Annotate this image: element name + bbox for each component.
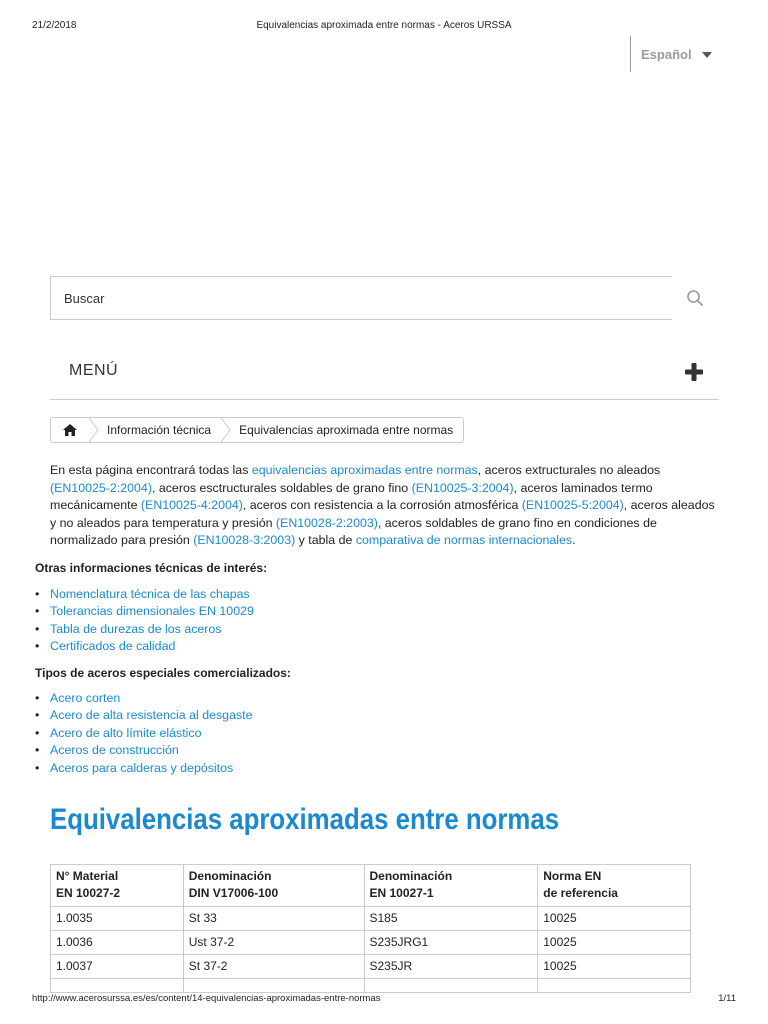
link-nomenclatura[interactable]: Nomenclatura técnica de las chapas (50, 587, 250, 601)
list-item (35, 742, 253, 759)
header-line: de referencia (543, 886, 618, 900)
list-item (35, 760, 253, 777)
table-cell (51, 979, 184, 993)
link-aceros-calderas[interactable]: Aceros para calderas y depósitos (50, 760, 234, 775)
intro-text: , aceros aleados y no aleados para temperatura y presión (50, 498, 715, 530)
column-header (364, 865, 538, 907)
list-item (35, 638, 254, 655)
list-item (35, 707, 253, 724)
table-cell: 10025 (538, 955, 691, 979)
link-acero-corten[interactable]: Acero corten (50, 691, 121, 705)
link-en10025-2[interactable]: (EN10025-2:2004) (50, 480, 152, 495)
intro-text: , aceros extructurales no aleados (477, 463, 661, 477)
table-cell: Ust 37-2 (183, 931, 364, 955)
link-certificados[interactable]: Certificados de calidad (50, 639, 176, 654)
search-input[interactable] (50, 276, 672, 320)
print-page-number: 1/11 (718, 993, 736, 1004)
link-en10025-5[interactable]: (EN10025-5:2004) (521, 498, 624, 512)
page-title: Equivalencias aproximadas entre normas (50, 803, 560, 836)
print-url: http://www.acerosurssa.es/es/content/14-equivalencias-aproximadas-entre-normas (32, 993, 381, 1004)
breadcrumb-item-current: Equivalencias aproximada entre normas (239, 423, 454, 437)
table-cell (364, 979, 538, 993)
link-en10028-2[interactable]: (EN10028-2:2003) (275, 515, 378, 530)
print-date: 21/2/2018 (32, 20, 77, 31)
table-cell (183, 979, 364, 993)
caret-down-icon (702, 52, 712, 58)
table-row-partial (51, 979, 691, 993)
menu-bar[interactable] (50, 352, 719, 400)
table-cell: S235JRG1 (364, 931, 538, 955)
link-acero-desgaste[interactable]: Acero de alta resistencia al desgaste (50, 708, 253, 723)
header-line: Denominación (188, 869, 272, 883)
intro-text: , aceros esctructurales soldables de grano fino (151, 480, 412, 495)
plus-icon[interactable] (684, 362, 704, 382)
table-row (51, 907, 691, 931)
equivalences-table (50, 864, 691, 993)
intro-paragraph (50, 462, 720, 550)
link-en10025-3[interactable]: (EN10025-3:2004) (411, 480, 514, 495)
link-equivalencias[interactable]: equivalencias aproximadas entre normas (251, 463, 478, 477)
table-cell: S235JR (364, 955, 538, 979)
breadcrumb-separator-icon (221, 418, 231, 442)
breadcrumb (50, 417, 464, 443)
intro-text: , aceros laminados termo mecánicamente (50, 480, 653, 512)
other-info-list (35, 586, 254, 656)
link-en10025-4[interactable]: (EN10025-4:2004) (140, 498, 243, 512)
header-line: Denominación (369, 869, 453, 883)
table-row (51, 931, 691, 955)
search-icon[interactable] (686, 289, 704, 307)
intro-text: , aceros con resistencia a la corrosión atmosférica (242, 498, 522, 512)
intro-text: En esta página encontrará todas las (50, 463, 252, 477)
column-header (183, 865, 364, 907)
steel-types-heading: Tipos de aceros especiales comercializados: (35, 666, 291, 680)
link-en10028-3[interactable]: (EN10028-3:2003) (193, 533, 296, 547)
column-header (51, 865, 184, 907)
language-label: Español (641, 46, 692, 62)
table-cell (538, 979, 691, 993)
list-item (35, 603, 254, 620)
other-info-heading: Otras informaciones técnicas de interés: (35, 561, 268, 575)
header-line: N° Material (56, 869, 119, 883)
header-line: EN 10027-1 (369, 886, 434, 900)
print-page-title: Equivalencias aproximada entre normas - Aceros URSSA (256, 20, 512, 31)
menu-label: MENÚ (69, 362, 119, 379)
list-item (35, 621, 254, 638)
list-item (35, 725, 253, 742)
table-cell: St 33 (183, 907, 364, 931)
header-line: DIN V17006-100 (188, 886, 279, 900)
intro-text: y tabla de (295, 533, 356, 547)
header-line: Norma EN (543, 869, 602, 883)
link-aceros-construccion[interactable]: Aceros de construcción (50, 743, 179, 758)
home-icon[interactable] (51, 418, 89, 442)
breadcrumb-item-informacion-tecnica[interactable]: Información técnica (107, 423, 212, 437)
table-cell: St 37-2 (183, 955, 364, 979)
table-cell: 1.0035 (51, 907, 184, 931)
intro-text: , aceros soldables de grano fino en condiciones de normalizado para presión (50, 515, 657, 547)
list-item (35, 690, 253, 707)
list-item (35, 586, 254, 603)
table-cell: 10025 (538, 931, 691, 955)
link-comparativa-normas[interactable]: comparativa de normas internacionales (355, 533, 573, 547)
steel-types-list (35, 690, 253, 777)
table-cell: S185 (364, 907, 538, 931)
breadcrumb-separator-icon (89, 418, 99, 442)
link-acero-limite-elastico[interactable]: Acero de alto límite elástico (50, 725, 202, 740)
table-header-row (51, 865, 691, 907)
intro-text: . (572, 533, 576, 547)
table-row (51, 955, 691, 979)
language-selector[interactable] (630, 36, 712, 72)
column-header (538, 865, 691, 907)
table-cell: 1.0037 (51, 955, 184, 979)
header-line: EN 10027-2 (56, 886, 121, 900)
table-cell: 10025 (538, 907, 691, 931)
table-cell: 1.0036 (51, 931, 184, 955)
link-tolerancias[interactable]: Tolerancias dimensionales EN 10029 (50, 604, 254, 619)
link-durezas[interactable]: Tabla de durezas de los aceros (50, 621, 222, 636)
search-placeholder: Buscar (64, 290, 105, 306)
